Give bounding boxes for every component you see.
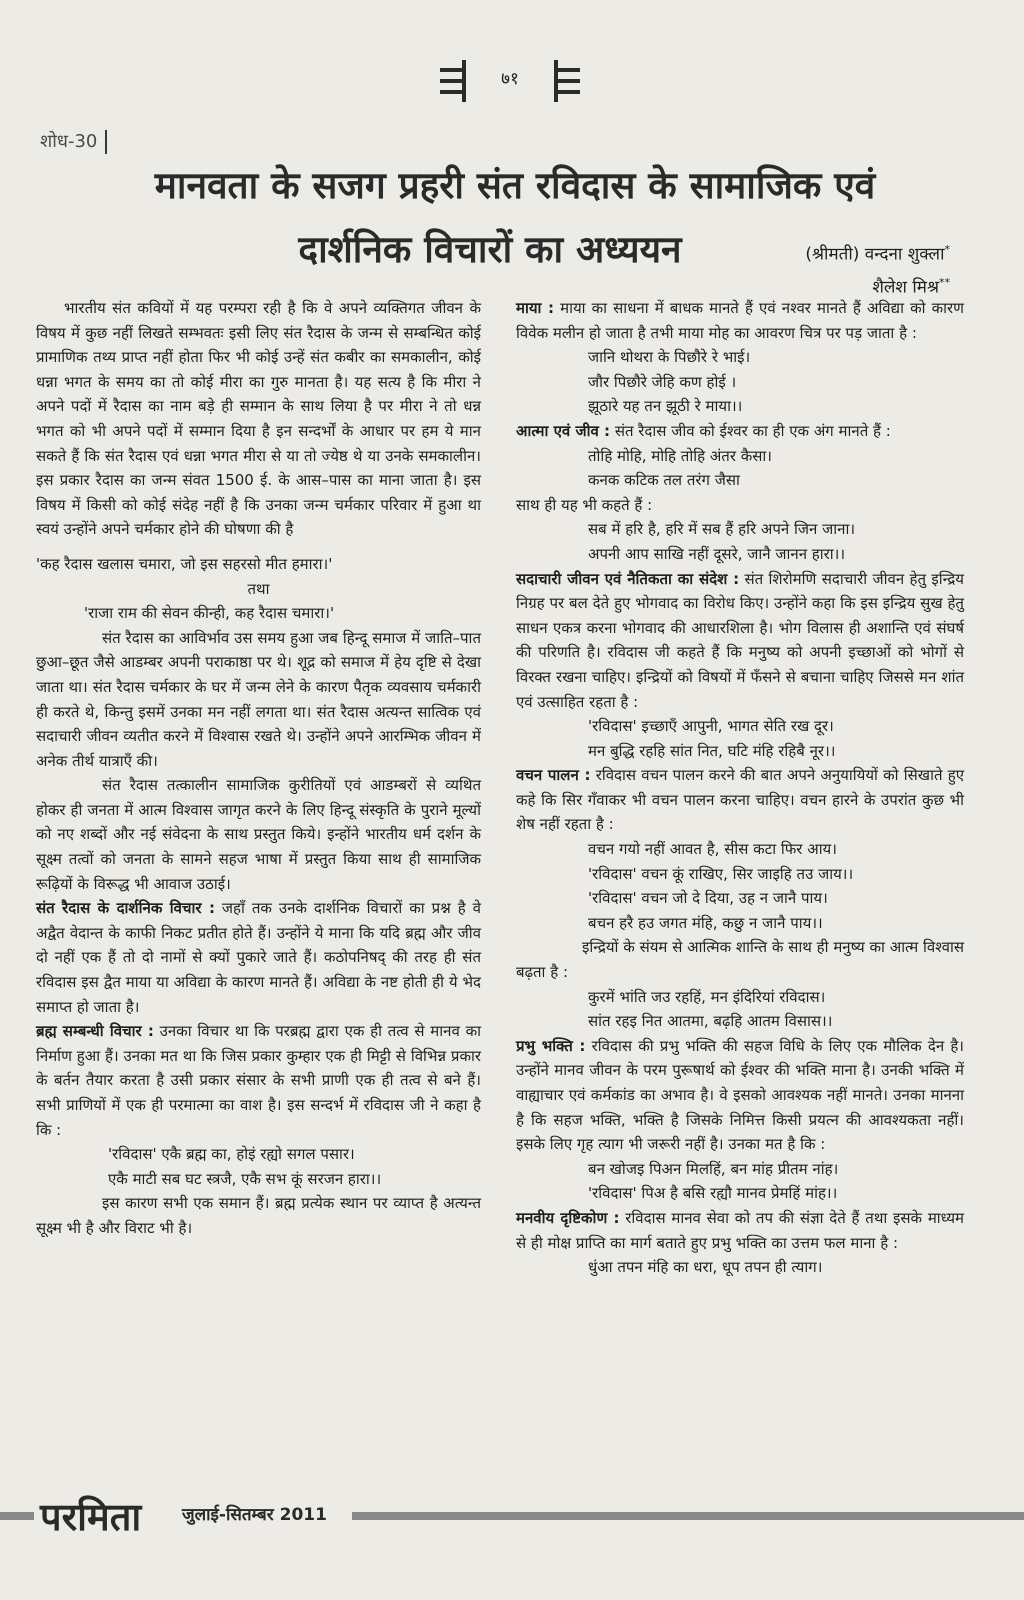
verse-line: वचन गयो नहीं आवत है, सीस कटा फिर आय।	[588, 840, 837, 859]
verse-line: अपनी आप साखि नहीं दूसरे, जानै जानन हारा।।	[588, 544, 846, 563]
left-column	[36, 296, 481, 1241]
verse-line: धुंआ तपन मंहि का धरा, धूप तपन ही त्याग।	[588, 1258, 823, 1277]
paragraph: संत रैदास का आविर्भाव उस समय हुआ जब हिन्दू समाज में जाति–पात छुआ–छूत जैसे आडम्बर अपनी पराकाष्ठा पर थे। शूद्र को समाज में हेय दृष्टि से देखा जाता था। संत रैदास चर्मकार के घर में जन्म लेने के कारण पैतृक व्यवसाय चर्मकारी ही करते थे, किन्तु इसमें उनका मन नहीं लगता था। संत रैदास अत्यन्त सात्विक एवं सदाचारी जीवन व्यतीत करने में विश्वास रखते थे। उन्होंने अपने आरम्भिक जीवन में अनेक तीर्थ यात्राएँ की।	[36, 628, 481, 770]
verse-line: जानि थोथरा के पिछौरे रे भाई।	[588, 348, 751, 367]
verse-line: झूठारे यह तन झूठी रे माया।।	[588, 397, 743, 416]
page-number-ornament	[440, 52, 580, 112]
article-code: शोध-30	[40, 130, 107, 154]
verse-line: 'रविदास' पिअ है बसि रह्यौ मानव प्रेमहिं मांह।।	[588, 1184, 838, 1203]
verse-line: कनक कटिक तल तरंग जैसा	[588, 471, 740, 490]
verse-line: मन बुद्धि रहहि सांत नित, घटि मंहि रहिबै नूर।।	[588, 741, 836, 760]
quote-connector: तथा	[247, 579, 270, 598]
paragraph-with-heading: ब्रह्म सम्बन्धी विचार : उनका विचार था कि परब्रह्म द्वारा एक ही तत्व से मानव का निर्माण हुआ हैं। उनका मत था कि जिस प्रकार कुम्हार एक ही मिट्टी से विभिन्न प्रकार के बर्तन तैयार करता है उसी प्रकार संसार के सभी प्राणी एक ही तत्व से बने हैं। सभी प्राणियों में एक ही परमात्मा का वाश है। इस सन्दर्भ में रविदास जी ने कहा है कि :	[36, 1022, 481, 1139]
paragraph-with-heading: संत रैदास के दार्शनिक विचार : जहाँ तक उनके दार्शनिक विचारों का प्रश्न है वे अद्वैत वेदान्त के काफी निकट प्रतीत होते हैं। उन्होंने ये माना कि यदि ब्रह्म और जीव दो नहीं एक हैं तो दो नामों से क्यों पुकारे जाते हैं। कठोपनिषद् की तरह ही संत रविदास इस द्वैत माया या अविद्या के कारण मानते हैं। अविद्या के नष्ट होती ही ये भेद समाप्त हो जाता है।	[36, 899, 481, 1016]
verse-line: जौर पिछौरे जेहि कण होई ।	[588, 372, 737, 391]
verse-line: 'रविदास' एकै ब्रह्म का, होइं रह्यो सगल पसार।	[108, 1145, 355, 1164]
section-heading: सदाचारी जीवन एवं नैतिकता का संदेश :	[516, 569, 740, 588]
page-number: ७१	[501, 69, 519, 89]
verse-line: एकै माटी सब घट स्त्रजै, एकै सभ कूं सरजन हारा।।	[108, 1169, 382, 1188]
verse-line: 'रविदास' इच्छाएँ आपुनी, भागत सेति रख दूर।	[588, 717, 834, 736]
verse-line: सांत रहइ नित आतमा, बढ़हि आतम विसास।।	[588, 1012, 833, 1031]
verse-line: सब में हरि है, हरि में सब हैं हरि अपने जिन जाना।	[588, 520, 856, 539]
paragraph-with-heading: वचन पालन : रविदास वचन पालन करने की बात अपने अनुयायियों को सिखाते हुए कहे कि सिर गँवाकर भी वचन पालन करना चाहिए। वचन हारने के उपरांत कुछ भी शेष नहीं रहता है :	[516, 766, 964, 834]
journal-logo: परमिता	[40, 1494, 142, 1539]
section-heading: वचन पालन :	[516, 766, 591, 785]
paragraph-with-heading: आत्मा एवं जीव : संत रैदास जीव को ईश्वर का ही एक अंग मानते हैं :	[516, 421, 891, 440]
section-heading: आत्मा एवं जीव :	[516, 421, 611, 440]
quote-line: 'कह रैदास खलास चमारा, जो इस सहरसो मीत हमारा।'	[36, 554, 333, 573]
author-2: शैलेश मिश्र**	[872, 275, 950, 298]
paragraph-with-heading: माया : माया का साधना में बाधक मानते हैं एवं नश्वर मानते हैं अविद्या को कारण विवेक मलीन हो जाता है तभी माया मोह का आवरण चित्र पर पड़ जाता है :	[516, 299, 964, 342]
left-bars-ornament	[440, 60, 466, 102]
verse-line: बचन हरै हउ जगत मंहि, कछु न जानै पाय।।	[588, 913, 823, 932]
issue-date: जुलाई-सितम्बर 2011	[182, 1505, 327, 1525]
section-heading: ब्रह्म सम्बन्धी विचार :	[36, 1022, 154, 1041]
verse-line: कुरमें भांति जउ रहहिं, मन इंदिरियां रविदास।	[588, 987, 826, 1006]
footer-rule-left	[0, 1512, 34, 1520]
paragraph: इन्द्रियों के संयम से आत्मिक शान्ति के साथ ही मनुष्य का आत्म विश्वास बढ़ता है :	[516, 938, 964, 982]
author-2-mark: **	[939, 275, 950, 289]
paragraph: इस कारण सभी एक समान हैं। ब्रह्म प्रत्येक स्थान पर व्याप्त है अत्यन्त सूक्ष्म भी है और विराट भी है।	[36, 1194, 481, 1237]
authors-block	[750, 236, 950, 301]
paragraph: साथ ही यह भी कहते हैं :	[516, 495, 653, 514]
section-heading: माया :	[516, 299, 554, 317]
section-heading: मनवीय दृष्टिकोण :	[516, 1208, 620, 1227]
author-1: (श्रीमती) वन्दना शुक्ला*	[805, 243, 950, 265]
author-1-mark: *	[944, 243, 950, 256]
footer-rule	[352, 1512, 1024, 1520]
quote-line: 'राजा राम की सेवन कीन्ही, कह रैदास चमारा।'	[84, 604, 335, 623]
right-column	[516, 296, 964, 1280]
page-footer	[0, 1494, 1024, 1539]
paragraph: भारतीय संत कवियों में यह परम्परा रही है कि वे अपने व्यक्तिगत जीवन के विषय में कुछ नहीं लिखते सम्भवतः इसी लिए संत रैदास के जन्म से सम्बन्धित कोई प्रामाणिक तथ्य प्राप्त नहीं होता फिर भी कोई उन्हें संत कबीर का समकालीन, कोई धन्ना भगत के समय का तो कोई मीरा का गुरु मानता है। यह सत्य है कि मीरा ने अपने पदों में रैदास का नाम बड़े ही सम्मान के साथ लिया है पर मीरा ने तो धन्न भगत को भी अपने पदों में सम्मान दिया है इन सन्दर्भों के आधार पर हम ये मान सकते हैं कि संत रैदास एवं धन्ना भगत मीरा से या तो ज्येष्ठ थे या उनके समकालीन। इस प्रकार रैदास का जन्म संवत 1500 ई. के आस–पास का माना जाता है। इस विषय में किसी को कोई संदेह नहीं है कि उनका जन्म चर्मकार परिवार में हुआ था स्वयं उन्होंने अपने चर्मकार होने की घोषणा की है	[36, 299, 481, 539]
paragraph-with-heading: मनवीय दृष्टिकोण : रविदास मानव सेवा को तप की संज्ञा देते हैं तथा इसके माध्यम से ही मोक्ष प्राप्ति का मार्ग बताते हुए प्रभु भक्ति का उत्तम फल माना है :	[516, 1208, 964, 1252]
paragraph-with-heading: प्रभु भक्ति : रविदास की प्रभु भक्ति की सहज विधि के लिए एक मौलिक देन है। उन्होंने मानव जीवन के परम पुरूषार्थ को ईश्वर की भक्ति माना है। उनकी भक्ति में वाह्याचार एवं कर्मकांड का अभाव है। वे इसको आवश्यक नहीं मानते। उनका मानना है कि सहज भक्ति, भक्ति है जिसके निमित्त किसी प्रयत्न की आवश्यकता नहीं। इसके लिए गृह त्याग भी जरूरी नहीं है। उनका मत है कि :	[516, 1036, 964, 1154]
verse-line: 'रविदास' वचन जो दे दिया, उह न जानै पाय।	[588, 889, 828, 908]
verse-line: बन खोजइ पिअन मिलहिं, बन मांह प्रीतम नांह।	[588, 1159, 839, 1178]
verse-line: तोहि मोहि, मोहि तोहि अंतर कैसा।	[588, 446, 772, 465]
right-bars-ornament	[554, 60, 580, 102]
paragraph-with-heading: सदाचारी जीवन एवं नैतिकता का संदेश : संत शिरोमणि सदाचारी जीवन हेतु इन्द्रिय निग्रह पर बल देते हुए भोगवाद का विरोध किए। उन्होंने कहा कि इस इन्द्रिय सुख हेतु साधन एकत्र करना भोगवाद की आधारशिला है। भोग विलास ही अशान्ति एवं संघर्ष की परिणति है। रविदास जी कहते हैं कि मनुष्य को अपनी इच्छाओं को भोगों से विरक्त रखना चाहिए। इन्द्रियों को विषयों में फँसने से बचाना चाहिए जिससे मन शांत एवं उत्साहित रहता है :	[516, 569, 964, 711]
section-heading: संत रैदास के दार्शनिक विचार :	[36, 899, 215, 918]
section-heading: प्रभु भक्ति :	[516, 1036, 586, 1055]
article-title-line-1: मानवता के सजग प्रहरी संत रविदास के सामाजिक एवं	[154, 164, 876, 207]
paragraph: संत रैदास तत्कालीन सामाजिक कुरीतियों एवं आडम्बरों से व्यथित होकर ही जनता में आत्म विश्वास जागृत करने के लिए हिन्दू संस्कृति के पुराने मूल्यों को नए शब्दों और नई संवेदना के साथ प्रस्तुत किये। इन्होंने भारतीय धर्म दर्शन के सूक्ष्म तत्वों को जनता के सामने सहज भाषा में प्रस्तुत किया साथ ही सामाजिक रूढ़ियों के विरूद्ध भी आवाज उठाई।	[36, 776, 481, 893]
verse-line: 'रविदास' वचन कूं राखिए, सिर जाइहि तउ जाय।।	[588, 864, 854, 883]
article-title-line-2: दार्शनिक विचारों का अध्ययन	[298, 228, 682, 271]
